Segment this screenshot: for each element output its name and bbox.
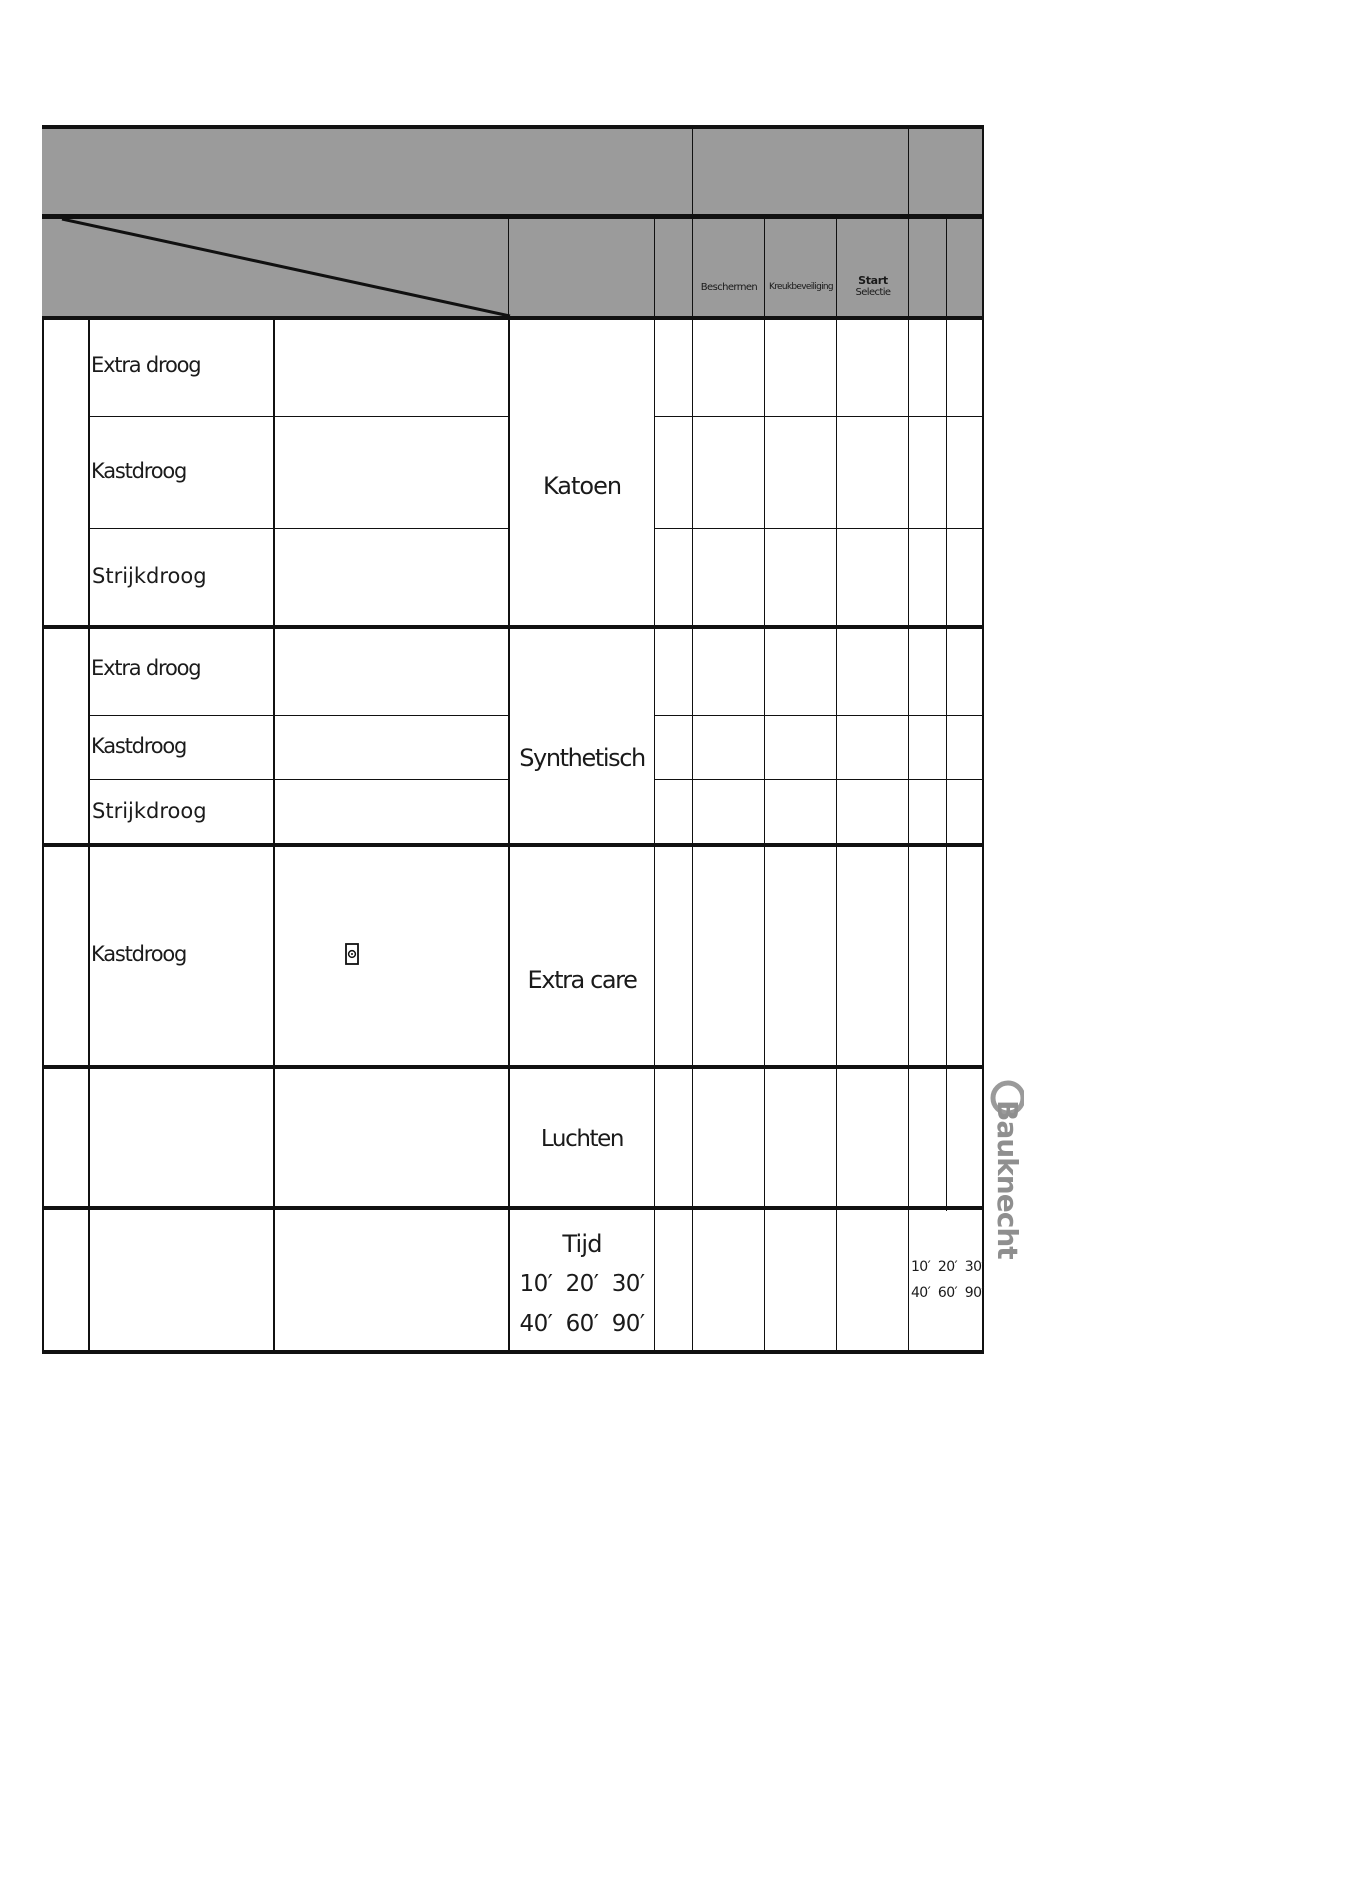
katoen-level-1: Extra droog xyxy=(91,353,201,377)
synthetisch-program: Synthetisch xyxy=(519,744,645,772)
svg-text:Bauknecht: Bauknecht xyxy=(991,1100,1024,1259)
extracare-program: Extra care xyxy=(527,966,637,994)
vline-9 xyxy=(946,318,947,1211)
synthetisch-level-1: Extra droog xyxy=(91,656,201,680)
synthetisch-level-2: Kastdroog xyxy=(91,734,187,758)
bauknecht-logo xyxy=(990,1078,1024,1366)
vline-1 xyxy=(88,318,90,1352)
rule-katoen-2b xyxy=(654,528,984,529)
col-header-selectie: Selectie xyxy=(855,287,891,298)
vline-colhdr-2 xyxy=(654,218,655,318)
rule-synth-1b xyxy=(654,715,984,716)
katoen-program: Katoen xyxy=(542,472,622,500)
vline-colhdr-4 xyxy=(764,218,765,318)
tijd-program: Tijd xyxy=(562,1230,602,1258)
extracare-level: Kastdroog xyxy=(91,942,187,966)
col-header-beschermen: Beschermen xyxy=(700,282,758,293)
vline-8 xyxy=(908,318,909,1352)
vline-colhdr-7 xyxy=(946,218,947,318)
katoen-level-3: Strijkdroog xyxy=(92,564,207,588)
vline-colhdr-6 xyxy=(908,218,909,318)
rule-synth-2b xyxy=(654,779,984,780)
rule-header-mid xyxy=(42,214,984,219)
rule-synthetisch-bottom xyxy=(42,843,984,847)
tijd-small-times-line-2: 40′ 60′ 90′ xyxy=(911,1285,984,1301)
vline-5 xyxy=(692,318,693,1352)
rule-extracare-bottom xyxy=(42,1065,984,1069)
rule-synth-2 xyxy=(88,779,508,780)
tijd-times-line-1: 10′ 20′ 30′ xyxy=(519,1271,645,1297)
synthetisch-level-3: Strijkdroog xyxy=(92,799,207,823)
tijd-times-line-2: 40′ 60′ 90′ xyxy=(519,1311,645,1337)
rule-katoen-1b xyxy=(654,416,984,417)
rule-header-bottom xyxy=(42,316,984,320)
col-header-start: Start xyxy=(858,274,888,287)
header-diagonal xyxy=(42,218,512,318)
vline-right xyxy=(982,127,984,1352)
tijd-small-times-line-1: 10′ 20′ 30′ xyxy=(911,1259,984,1275)
vline-header-a xyxy=(692,127,693,215)
katoen-level-2: Kastdroog xyxy=(91,459,187,483)
vline-colhdr-5 xyxy=(836,218,837,318)
vline-6 xyxy=(764,318,765,1352)
col-header-kreukbeveiliging: Kreukbeveiliging xyxy=(769,282,833,292)
delicate-drying-symbol-icon xyxy=(345,943,359,965)
rule-luchten-bottom xyxy=(42,1206,984,1210)
rule-synth-1 xyxy=(88,715,508,716)
vline-left xyxy=(42,318,44,1352)
rule-katoen-bottom xyxy=(42,625,984,629)
vline-7 xyxy=(836,318,837,1352)
vline-colhdr-1 xyxy=(508,218,509,318)
header-band-top xyxy=(42,127,984,215)
rule-katoen-2 xyxy=(88,528,508,529)
luchten-program: Luchten xyxy=(540,1126,624,1152)
vline-4 xyxy=(654,318,655,1352)
rule-katoen-1 xyxy=(88,416,508,417)
rule-table-bottom xyxy=(42,1350,984,1354)
vline-header-b xyxy=(908,127,909,215)
vline-colhdr-3 xyxy=(692,218,693,318)
rule-top xyxy=(42,125,984,129)
vline-2 xyxy=(273,318,275,1352)
